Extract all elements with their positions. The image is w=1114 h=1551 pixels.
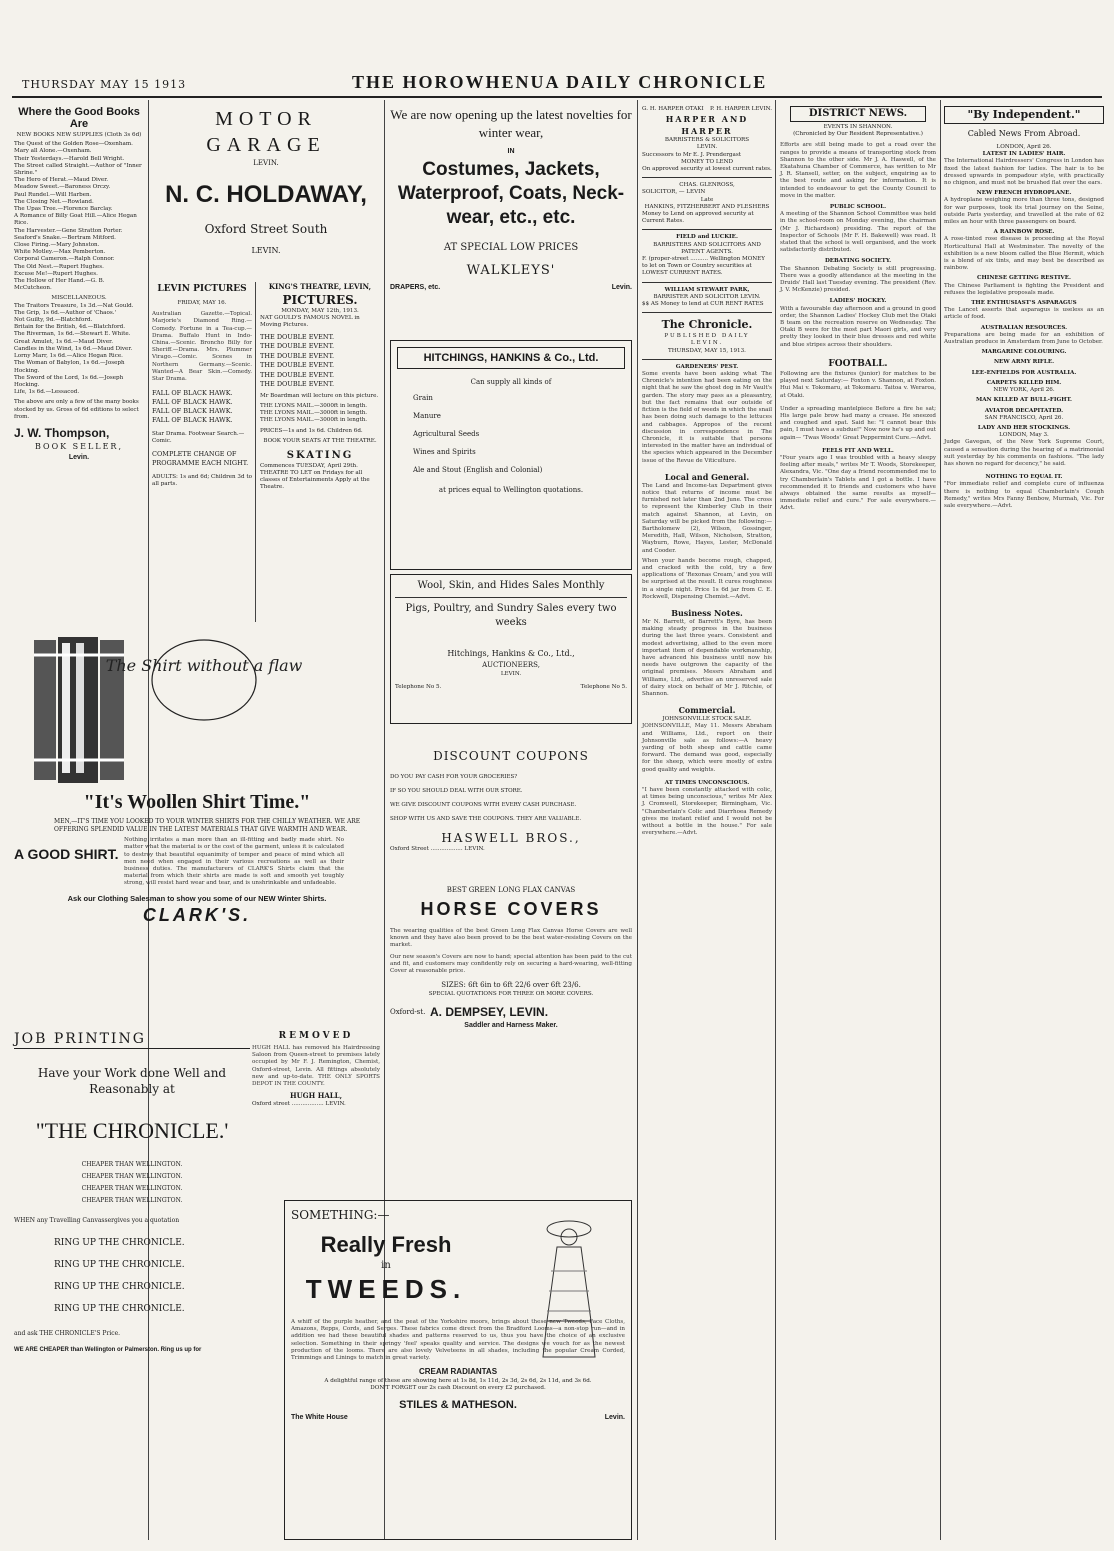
- kt-lecture: Mr Boardman will lecture on this picture.: [260, 392, 379, 399]
- masthead-date: THURSDAY MAY 15 1913: [22, 78, 187, 91]
- wool-sales: Wool, Skin, and Hides Sales Monthly: [417, 580, 605, 591]
- list-item: The Closing Net.—Rowland.: [14, 198, 94, 205]
- business-heading: Business Notes.: [671, 607, 743, 618]
- we-are-cheaper: WE ARE CHEAPER than Wellington or Palmerston. Ring us up for: [14, 1347, 202, 1354]
- news-heading: THE ENTHUSIAST'S ASPARAGUS: [971, 300, 1077, 307]
- list-item: The Hollow of Her Hand.—G. B. McCutcheon.: [14, 278, 105, 292]
- parks-money: $$ AS Money to lend at CUR RENT RATES: [642, 301, 764, 308]
- list-item: Close Firing.—Mary Johnston.: [14, 242, 100, 249]
- when-line: WHEN any Travelling Canvassergives you a quotation: [14, 1217, 180, 1224]
- kt-skating-note: Commences TUESDAY, April 29th. THEATRE TO LET on Fridays for all classes of Entertainments Apply at the Theatre.: [260, 462, 370, 491]
- dempsey-trade: Saddler and Harness Maker.: [464, 1022, 558, 1030]
- kt-pictures: PICTURES.: [282, 293, 358, 307]
- tweeds-levin: Levin.: [604, 1413, 625, 1421]
- kt-double-event: THE DOUBLE EVENT.: [260, 351, 335, 360]
- harper-successors: Successors to Mr E. J. Prendergast: [642, 151, 741, 158]
- removed-heading: REMOVED: [278, 1031, 354, 1041]
- hitchings-prices: at prices equal to Wellington quotations.: [438, 486, 584, 494]
- kt-skating: SKATING: [286, 449, 354, 461]
- walkleys-special: AT SPECIAL LOW PRICES: [443, 242, 579, 253]
- news-body: A hydroplane weighing more than three tons, designed for war purposes, took its trial journey on the Seine, outside Paris yesterday, and travelled at the rate of 62 miles an hour with three passengers on board.: [944, 197, 1104, 226]
- local-body: The Land and Income-tax Department gives notice that returns of income must be furnished not later than 2nd June. The cross to represent the Kimberley Club in their match against Shannon, at Levin, on Saturday will be picked from the following:—Bartholomew (2), Wilson, Gossinger, Meredith, Hall, Wilson, Nicholson, Stratton, Wayburn, Rowe, Hayes, Lester, McDonald and Cooder.: [642, 482, 772, 554]
- news-heading: CHINESE GETTING RESTIVE.: [977, 275, 1071, 282]
- hugh-hall-ad: [252, 1030, 380, 1160]
- news-body: A rose-tinted rose disease is proceeding at the Royal Horticultural Hall at Westminster. The novelty of the exhibition is a new bloom called the Blue Hermit, which is a blend of six tints, and may best be described as rainbow.: [944, 236, 1104, 272]
- glenross-solicitor: SOLICITOR, — LEVIN: [642, 189, 706, 196]
- news-body: The International Hairdressers' Congress in London has fixed the latest fashion for ladies. The hair is to be dressed upwards in pompadour style, with practically no chignon, and must not be brushed flat over the ears.: [944, 158, 1104, 187]
- garage-levin: LEVIN.: [251, 246, 281, 255]
- news-heading: NOTHING TO EQUAL IT.: [985, 474, 1063, 481]
- parks-name: WILLIAM STEWART PARK,: [664, 286, 750, 293]
- tweeds-dont-forget: DON'T FORGET our 2s cash Discount on every £2 purchased.: [370, 1385, 546, 1392]
- news-heading: CARPETS KILLED HIM.: [986, 379, 1062, 386]
- list-item: The Old Nest.—Rupert Hughes.: [14, 263, 104, 270]
- levin-pictures-ad: [152, 282, 256, 622]
- commercial-heading: Commercial.: [678, 705, 736, 716]
- walkleys-drapers: DRAPERS, etc.: [390, 284, 441, 291]
- cheaper-line: CHEAPER THAN WELLINGTON.: [81, 1161, 183, 1168]
- glenross-late: Late: [700, 196, 714, 203]
- hitchings-can: Can supply all kinds of: [470, 378, 552, 386]
- column-rule: [775, 100, 776, 1540]
- news-body: Preparations are being made for an exhibition of Australian produce in Amsterdam from June to October.: [944, 331, 1104, 346]
- tweeds-body: A whiff of the purple heather, and the peat of the Yorkshire moors, brings about these new Tweeds, Face Cloths, Amazons, Repps, Cords, and Serges. These fabrics come direct from the Bradford Looms—a non-stop run—and in addition we had these beautiful shades and patterns reserved to us, thus you have the choice of an exclusive selection. Something in their springy 'feel' speaks quality and service. The designs we vouch for as the newest production of the looms. There are also lovely Velveteens in all shades, including the popular Cream Corded, Trimmings and Linings to match in great variety.: [291, 1319, 625, 1362]
- list-item: A Romance of Billy Goat Hill.—Alice Hegan Rice.: [14, 213, 137, 227]
- list-item: The Street called Straight.—Author of "Inner Shrine.": [14, 162, 142, 177]
- job-heading: JOB PRINTING: [14, 1030, 250, 1049]
- news-heading: NEW FRENCH HYDROPLANE.: [976, 190, 1072, 197]
- hockey-body: With a favourable day afternoon and a ground in good order, the Shannon Ladies' Hockey Club met the Otaki B team on the recreation reserve on Wednesday. The Otaki B were for the most part Maori girls, and very pretty they looked in their blue dresses and red white and blue stripes across their shoulders.: [780, 305, 936, 348]
- pigs-sales: Pigs, Poultry, and Sundry Sales every two weeks: [405, 603, 617, 628]
- lp-more: Star Drama. Footwear Search.—Comic.: [152, 431, 245, 445]
- horse-quotations: SPECIAL QUOTATIONS FOR THREE OR MORE COVERS.: [428, 991, 594, 998]
- discount-line: DO YOU PAY CASH FOR YOUR GROCERIES?: [390, 774, 518, 780]
- walkleys-costumes: Costumes, Jackets, Waterproof, Coats, Neck-wear, etc., etc.: [397, 159, 625, 228]
- haswell-name: HASWELL BROS.,: [441, 831, 581, 845]
- hitchings-item: Grain: [413, 394, 433, 402]
- local-heading: Local and General.: [664, 471, 750, 482]
- discount-coupons-ad: [390, 748, 632, 878]
- misc-heading: MISCELLANEOUS.: [51, 295, 107, 302]
- ask-price: and ask THE CHRONICLE'S Price.: [14, 1330, 121, 1338]
- harper-right: P. H. HARPER LEVIN.: [710, 106, 772, 112]
- discount-line: IF SO YOU SHOULD DEAL WITH OUR STORE.: [390, 788, 523, 794]
- hitchings-auctioneers: AUCTIONEERS,: [482, 661, 540, 669]
- lp-black-hawk: FALL OF BLACK HAWK.: [152, 398, 233, 407]
- news-heading: MAN KILLED AT BULL-FIGHT.: [976, 397, 1072, 404]
- business-body: Mr N. Barrett, of Barrett's Byre, has been making steady progress in the business during the last three years. Consistent and modest advertising, allied to the even more important item of dependable workmanship, have advanced his business until now his needs have outgrown the capacity of the original premises. Messrs Abraham and Williams, Ltd., advertise an unreserved sale of dairy stock on behalf of Mr J. Ritchie, of Shannon.: [642, 618, 772, 697]
- job-line: Have your Work done Well and Reasonably at: [37, 1066, 227, 1096]
- column-six: [944, 106, 1104, 1540]
- school-body: A meeting of the Shannon School Committee was held in the school-room on Monday evening, the chairman (Mr J. Richardson) presiding. The report of the Inspector of Schools (Mr F. H. Bakewell) was read. It stated that the school is well organised, and the work satisfactorily distributed.: [780, 211, 936, 254]
- johnsonville-body: JOHNSONVILLE, May 11. Messrs Abraham and Williams, Ltd., report on their Johnsonville sale as follows:—A heavy yarding of both sheep and cattle came forward. The demand was good, especially for the sheep, which were mostly of extra good quality and weights.: [642, 723, 772, 773]
- bookseller-town: Levin.: [68, 453, 90, 461]
- hugh-name: HUGH HALL,: [289, 1091, 343, 1101]
- kt-double-event: THE DOUBLE EVENT.: [260, 380, 335, 389]
- list-item: The Woman of Babylon, 1s 6d.—Joseph Hocking.: [14, 360, 125, 374]
- news-heading: LADY AND HER STOCKINGS.: [977, 424, 1071, 431]
- list-item: Lorny Marr, 1s 6d.—Alice Hegan Rice.: [14, 353, 123, 360]
- kt-book-seats: BOOK YOUR SEATS AT THE THEATRE.: [263, 437, 377, 444]
- list-item: The Hero of Herat.—Maud Diver.: [14, 177, 109, 184]
- shirt-illustration: [14, 635, 303, 785]
- walkleys-in: IN: [507, 148, 515, 155]
- list-item: The Sword of the Lord, 1s 6d.—Joseph Hocking.: [14, 374, 124, 388]
- motor-garage-ad: [152, 106, 380, 276]
- list-item: Not Guilty, 9d.—Blatchford.: [14, 317, 93, 324]
- column-four: [642, 106, 772, 1540]
- garage-owner: N. C. HOLDAWAY,: [165, 181, 367, 208]
- gardeners-heading: GARDENERS' PEST.: [675, 363, 739, 370]
- hitchings-phone: Telephone No 5.: [395, 684, 442, 691]
- discount-line: WE GIVE DISCOUNT COUPONS WITH EVERY CASH PURCHASE.: [390, 802, 577, 808]
- masthead: [12, 72, 1102, 98]
- horse-best: BEST GREEN LONG FLAX CANVAS: [446, 886, 576, 894]
- hitchings-name: Hitchings, Hankins & Co., Ltd.,: [447, 649, 575, 658]
- list-item: The Quest of the Golden Rose—Oxenham.: [14, 141, 133, 148]
- poem-body: Under a spreading mantelpiece Before a fire he sat; His large pale brow had many a crease. He sneezed and coughed and spat. Said he: "I cannot bear this pain, I must have a subdue!" Now now he's up and out again— 'Twas Woods' Great Peppermint Cure.—Advt.: [780, 405, 936, 441]
- news-body: Judge Gavegan, of the New York Supreme Court, caused a sensation during the hearing of a matrimonial suit yesterday by his comments on fashions. "The lady has shown no regard for decency," he said.: [944, 439, 1104, 467]
- harper-left: G. H. HARPER OTAKI: [642, 106, 704, 112]
- dempsey-street: Oxford-st.: [390, 1007, 426, 1016]
- news-heading: AUSTRALIAN RESOURCES.: [980, 324, 1068, 331]
- football-body: Following are the fixtures (junior) for matches to be played next Saturday:— Foxton v. Shannon, at Foxton. Hui Mai v. Tokomaru, at Tokomaru. Taitoa v. Weraroa, at Otaki.: [780, 370, 936, 399]
- tweeds-white-house: The White House: [291, 1413, 348, 1421]
- list-item: Their Yesterdays.—Harold Bell Wright.: [14, 155, 125, 162]
- lp-complete: COMPLETE CHANGE OF PROGRAMME EACH NIGHT.: [152, 449, 249, 467]
- field-sub: BARRISTERS AND SOLICITORS AND PATENT AGENTS.: [653, 241, 761, 255]
- list-item: The Riverman, 1s 6d.—Stewart E. White.: [14, 331, 131, 338]
- walkleys-levin: Levin.: [611, 284, 632, 291]
- garage-title: MOTOR GARAGE: [206, 108, 326, 156]
- tweeds-cream: CREAM RADIANTAS: [418, 1367, 498, 1377]
- hitchings-item: Manure: [413, 412, 441, 420]
- news-body: The Chinese Parliament is fighting the President and refuses the legislative proposals made.: [944, 282, 1104, 296]
- list-item: The Harvester.—Gene Stratton Porter.: [14, 227, 123, 234]
- indep-heading: "By Independent.": [944, 106, 1104, 124]
- clarks-shirt-ad: [14, 790, 380, 1020]
- list-item: The Grip, 1s 6d.—Author of 'Chaos.': [14, 309, 117, 316]
- kt-title: KING'S THEATRE, LEVIN,: [268, 282, 372, 291]
- chronicle-published: PUBLISHED DAILY: [664, 333, 750, 340]
- shirt-body: Nothing irritates a man more than an ill-fitting and badly made shirt. No matter what the material is or the cost of the garment, unless it is calculated to destroy that beautiful equanimity of temper and peace of mind which all men need when engaged in their various recreations as well as their business duties. The manufacturers of CLARK'S Shirts claim that the material from which their shirts are made is soft and smooth yet toughly strong, will resist hard wear and tear, and is unshrinkable and unfadeable.: [124, 837, 344, 887]
- ring-line: RING UP THE CHRONICLE.: [54, 1282, 185, 1293]
- haswell-addr: Oxford Street .................. LEVIN.: [390, 846, 485, 852]
- lp-black-hawk: FALL OF BLACK HAWK.: [152, 407, 233, 416]
- discount-line: SHOP WITH US AND SAVE THE COUPONS. THEY ARE VALUABLE.: [390, 816, 582, 822]
- kt-lyons: THE LYONS MAIL.—3000ft in length.: [260, 402, 368, 409]
- shirt-tag-text: The Shirt without a flaw: [105, 656, 303, 675]
- tweeds-in: in: [381, 1260, 391, 1271]
- harper-money: MONEY TO LEND: [680, 158, 734, 165]
- list-item: Paul Rundel.—Will Harben.: [14, 191, 92, 198]
- ring-line: RING UP THE CHRONICLE.: [54, 1260, 185, 1271]
- hitchings-levin: LEVIN.: [500, 671, 522, 677]
- harper-levin: LEVIN.: [696, 144, 718, 151]
- glenross-money: Money to Lend on approved security at Current Rates.: [642, 211, 754, 225]
- kt-double-event: THE DOUBLE EVENT.: [260, 370, 335, 379]
- tweeds-something: SOMETHING:—: [291, 1208, 390, 1222]
- bookseller-note: The above are only a few of the many books stocked by us. Gross of 6d editions to select from.: [14, 399, 139, 420]
- news-body: The Lancet asserts that asparagus is useless as an article of food.: [944, 307, 1104, 321]
- at-times-heading: AT TIMES UNCONSCIOUS.: [664, 779, 750, 786]
- cabled-heading: Cabled News From Abroad.: [967, 129, 1081, 138]
- list-item: Mary all Alone.—Oxenham.: [14, 148, 92, 155]
- list-item: Meadow Sweet.—Baroness Orczy.: [14, 184, 111, 191]
- list-item: Candles in the Wind, 1s 6d.—Maud Diver.: [14, 345, 133, 352]
- hockey-heading: LADIES' HOCKEY.: [829, 298, 887, 305]
- glenross-hankins: HANKINS, FITZHERBERT AND FLESHERS: [644, 203, 770, 210]
- feels-body: "Four years ago I was troubled with a heavy sleepy feeling after meals," writes Mr T. Woods, Storekeeper, Alexandra, Vic. "One day a friend recommended me to try Chamberlain's Tablets and I got a bottle. I have recommended it to friends and customers who have always obtained the same results as myself—immediate relief and cure." For sale everywhere.—Advt.: [780, 454, 936, 512]
- harper-money2: On approved security at lowest current rates.: [642, 166, 772, 173]
- list-item: The Upas Tree.—Florence Barclay.: [14, 206, 113, 213]
- hugh-body: HUGH HALL has removed his Hairdressing Saloon from Queen-street to premises lately occupied by Mr F. J. Remington, Chemist, Oxford-street, Levin. All fittings absolutely new and up-to-date. THE ONLY SPORTS DEPOT IN THE COUNTY.: [252, 1045, 380, 1088]
- tweeds-cream-body: A delightful range of these are showing here at 1s 8d, 1s 11d, 2s 3d, 2s 6d, 2s 11d, and 3s 6d.: [324, 1378, 592, 1385]
- hitchings-item: Ale and Stout (English and Colonial): [413, 466, 543, 474]
- harper-barristers: BARRISTERS & SOLICITORS: [664, 137, 750, 144]
- news-heading: LEE-ENFIELDS FOR AUSTRALIA.: [971, 369, 1077, 376]
- garage-street: Oxford Street South: [204, 222, 328, 236]
- bookseller-sub: NEW BOOKS NEW SUPPLIES (Cloth 3s 6d): [16, 132, 142, 138]
- dateline: LONDON, April 26.: [996, 144, 1052, 150]
- bookseller-ad: [14, 106, 144, 626]
- lp-title: LEVIN PICTURES: [157, 284, 247, 294]
- kt-prices: PRICES—1s and 1s 6d. Children 6d.: [260, 428, 363, 435]
- news-heading: LATEST IN LADIES' HAIR.: [982, 151, 1066, 158]
- horse-body2: Our new season's Covers are now to hand; special attention has been paid to the cut and fit, and customers may confidently rely on securing a hard-wearing, well-fitting Cover at reasonable price.: [390, 953, 632, 975]
- hitchings-sales-ad: [390, 574, 632, 724]
- at-times-body: "I have been constantly attacked with colic, at times being unconscious," writes Mr Alex J. Cromwell, Storekeeper, Birmingham, Vic. "Chamberlain's Colic and Diarrhoea Remedy gives me instant relief and I would not be without a bottle in the house." For sale everywhere.—Advt.: [642, 787, 772, 837]
- list-item: Excuse Me!—Rupert Hughes.: [14, 270, 98, 277]
- harper-title: HARPER AND HARPER: [665, 114, 749, 137]
- walkleys-name: WALKLEYS': [466, 263, 556, 278]
- hitchings-phone: Telephone No 5.: [580, 684, 627, 691]
- lp-date: FRIDAY, MAY 16.: [177, 300, 227, 306]
- shirt-men: MEN,—IT'S TIME YOU LOOKED TO YOUR WINTER SHIRTS FOR THE CHILLY WEATHER. WE ARE OFFERING SPLENDID VALUE IN THE LATEST MATERIALS THAT GIVE WARMTH AND WEAR.: [54, 818, 361, 833]
- misc-list: [14, 303, 144, 397]
- dateline: SAN FRANCISCO, April 26.: [984, 414, 1064, 421]
- chronicle-name: The Chronicle.: [661, 318, 753, 332]
- chronicle-date: THURSDAY, MAY 15, 1913.: [668, 347, 746, 354]
- dateline: LONDON, May 3.: [999, 432, 1049, 439]
- garage-town: LEVIN.: [253, 159, 279, 167]
- tweeds-fresh: Really Fresh: [320, 1232, 452, 1257]
- horse-body: The wearing qualities of the best Green Long Flax Canvas Horse Covers are well known and they have also been proved to be the best water-resisting Covers on the market.: [390, 928, 632, 949]
- glenross-name: CHAS. GLENROSS,: [679, 182, 735, 189]
- kt-note: NAT GOULD'S FAMOUS NOVEL in Moving Pictures.: [260, 315, 360, 329]
- tweeds-stiles: STILES & MATHESON.: [399, 1398, 517, 1411]
- horse-sizes: SIZES: 6ft 6in to 6ft 22/6 over 6ft 23/6.: [441, 981, 581, 990]
- news-heading: A RAINBOW ROSE.: [993, 229, 1055, 236]
- cheaper-line: CHEAPER THAN WELLINGTON.: [81, 1197, 183, 1204]
- hitchings-title: HITCHINGS, HANKINS & Co., Ltd.: [397, 347, 625, 369]
- tweeds-ad: [284, 1200, 632, 1540]
- list-item: Life, 1s 6d.—Lessacod.: [14, 389, 80, 396]
- horse-title: HORSE COVERS: [420, 899, 602, 919]
- district-body: Efforts are still being made to get a road over the ranges to provide a means of transporting stock from Shannon to the other side. Mr J. A. Haswell, of the Ekatahuna Chamber of Commerce, has written to Mr J. R. Stansell, setter, on the subject, enquiring as to the best route and asking for information. It is intended to endeavour to get the County Council to move in the matter.: [780, 142, 936, 199]
- shirt-icon: [14, 635, 303, 785]
- shirt-good: A GOOD SHIRT.: [14, 846, 119, 863]
- bookseller-name: J. W. Thompson,: [14, 425, 110, 440]
- football-heading: FOOTBALL.: [828, 358, 888, 369]
- chronicle-levin: LEVIN.: [690, 340, 724, 347]
- ring-line: RING UP THE CHRONICLE.: [54, 1304, 185, 1315]
- shirt-ask: Ask our Clothing Salesman to show you some of our NEW Winter Shirts.: [67, 893, 327, 903]
- news-heading: NEW ARMY RIFLE.: [993, 359, 1055, 366]
- kt-date: MONDAY, MAY 12th, 1913.: [281, 308, 359, 314]
- tweeds-title: TWEEDS.: [305, 1274, 467, 1304]
- book-list: [14, 141, 144, 292]
- list-item: Britain for the British, 4d.—Blatchford.: [14, 324, 125, 331]
- hitchings-ad: [390, 340, 632, 570]
- shirt-headline: "It's Woollen Shirt Time.": [83, 791, 311, 813]
- district-heading: DISTRICT NEWS.: [790, 106, 926, 122]
- parks-sub: BARRISTER AND SOLICITOR LEVIN.: [653, 293, 761, 300]
- dateline: NEW YORK, April 26.: [993, 387, 1055, 394]
- kt-lyons: THE LYONS MAIL.—3000ft in length.: [260, 410, 368, 417]
- job-printing-ad: [14, 1030, 250, 1540]
- lady-figure-icon: [517, 1211, 621, 1361]
- hugh-street: Oxford street .................. LEVIN.: [252, 1101, 346, 1108]
- school-heading: PUBLIC SCHOOL.: [829, 204, 887, 211]
- walkleys-ad: [390, 106, 632, 336]
- cheaper-line: CHEAPER THAN WELLINGTON.: [81, 1185, 183, 1192]
- list-item: Great Amulet, 1s 6d.—Maud Diver.: [14, 338, 113, 345]
- kt-double-event: THE DOUBLE EVENT.: [260, 361, 335, 370]
- list-item: The Traitors Treasure, 1s 3d.—Nat Gould.: [14, 302, 134, 309]
- local-body2: When your hands become rough, chapped, and cracked with the cold, try a few applications of 'Rexonas Cream,' and you will be surprised at the result. It cures roughness in a single night. Price 1s 6d jar from C. E. Rockwell, Dispensing Chemist.—Advt.: [642, 557, 772, 600]
- kt-lyons: THE LYONS MAIL.—3000ft in length.: [260, 417, 368, 424]
- hitchings-item: Agricultural Seeds: [413, 430, 480, 438]
- job-paper: "THE CHRONICLE.': [35, 1118, 229, 1143]
- list-item: White Motley.—Max Pemberton.: [14, 249, 106, 256]
- district-events: EVENTS IN SHANNON.: [823, 124, 893, 130]
- lp-adults: ADULTS: 1s and 6d; Children 3d to all parts.: [152, 473, 252, 487]
- johnsonville-heading: JOHNSONVILLE STOCK SALE.: [662, 716, 752, 723]
- news-heading: MARGARINE COLOURING.: [981, 349, 1067, 356]
- horse-covers-ad: [390, 884, 632, 1084]
- debating-heading: DEBATING SOCIETY.: [824, 258, 892, 265]
- district-chronicled: (Chronicled by Our Resident Representative.): [793, 131, 923, 138]
- kings-theatre-ad: [260, 282, 380, 622]
- gardeners-body: Some events have been asking what The Chronicle's intention had been eating on the night that he saw the ghost dog in Mr Vault's garden. The story may pass as a pleasantry, but the fact remains that our outside of fiction is the field of weeds in which the snail has been doing such damage to the lettuces and cabbages. Appropos of the recent discussion in correspondence in The Chronicle, it is suitable that persons interested in the matter have an individual of the species which appeared in the December issue of the Revue de Viticulture.: [642, 371, 772, 464]
- dempsey-name: A. DEMPSEY, LEVIN.: [430, 1005, 549, 1020]
- walkleys-opening: We are now opening up the latest novelties for winter wear,: [390, 107, 632, 140]
- hitchings-item: Wines and Spirits: [413, 448, 476, 456]
- discount-title: DISCOUNT COUPONS: [433, 749, 589, 763]
- clarks-brand: CLARK'S.: [142, 904, 252, 925]
- feels-heading: FEELS FIT AND WELL.: [822, 447, 894, 454]
- kt-double-event: THE DOUBLE EVENT.: [260, 342, 335, 351]
- bookseller-role: BOOK SELLER,: [34, 441, 123, 451]
- column-rule: [637, 100, 638, 1540]
- column-five: [780, 106, 936, 1540]
- kt-double-event: THE DOUBLE EVENT.: [260, 332, 335, 341]
- list-item: Corporal Cameron.—Ralph Connor.: [14, 256, 115, 263]
- list-item: Seaford's Snake.—Bertram Mitford.: [14, 234, 116, 241]
- bookseller-heading: Where the Good Books Are: [18, 106, 140, 130]
- news-heading: AVIATOR DECAPITATED.: [984, 407, 1064, 414]
- debating-body: The Shannon Debating Society is still progressing. There was a goodly attendance at the meeting in the Druids' Hall last Tuesday evening. The president (Rev. J. V. McKenzie) presided.: [780, 265, 936, 294]
- masthead-title: THE HOROWHENUA DAILY CHRONICLE: [352, 72, 768, 92]
- column-rule: [940, 100, 941, 1540]
- news-body: "For immediate relief and complete cure of influenza there is nothing to equal Chamberlain's Cough Remedy," writes Mrs Fanny Benbow, Murmah, Vic. For sale everywhere.—Advt.: [944, 481, 1104, 509]
- lp-black-hawk: FALL OF BLACK HAWK.: [152, 416, 233, 425]
- lp-items: Australian Gazette.—Topical. Marjorie's Diamond Ring.—Comedy. Fortune in a Tea-cup.—Drama. Buffalo Hunt in Indo-China.—Scenic. Broncho Billy for Sheriff.—Drama. Mrs. Plummer Virago.—Comic. Scenes in Northern Germany.—Scenic. Wanted—A Bear Skin.—Comedy. Star Drama.: [152, 311, 252, 383]
- cheaper-line: CHEAPER THAN WELLINGTON.: [81, 1173, 183, 1180]
- lp-black-hawk: FALL OF BLACK HAWK.: [152, 389, 233, 398]
- field-note: F. (proper-street .......... Wellington MONEY to let on Town or Country securities at LOWEST CURRENT RATES.: [642, 256, 765, 277]
- field-name: FIELD and LUCKIE.: [676, 234, 738, 241]
- ring-line: RING UP THE CHRONICLE.: [54, 1238, 185, 1249]
